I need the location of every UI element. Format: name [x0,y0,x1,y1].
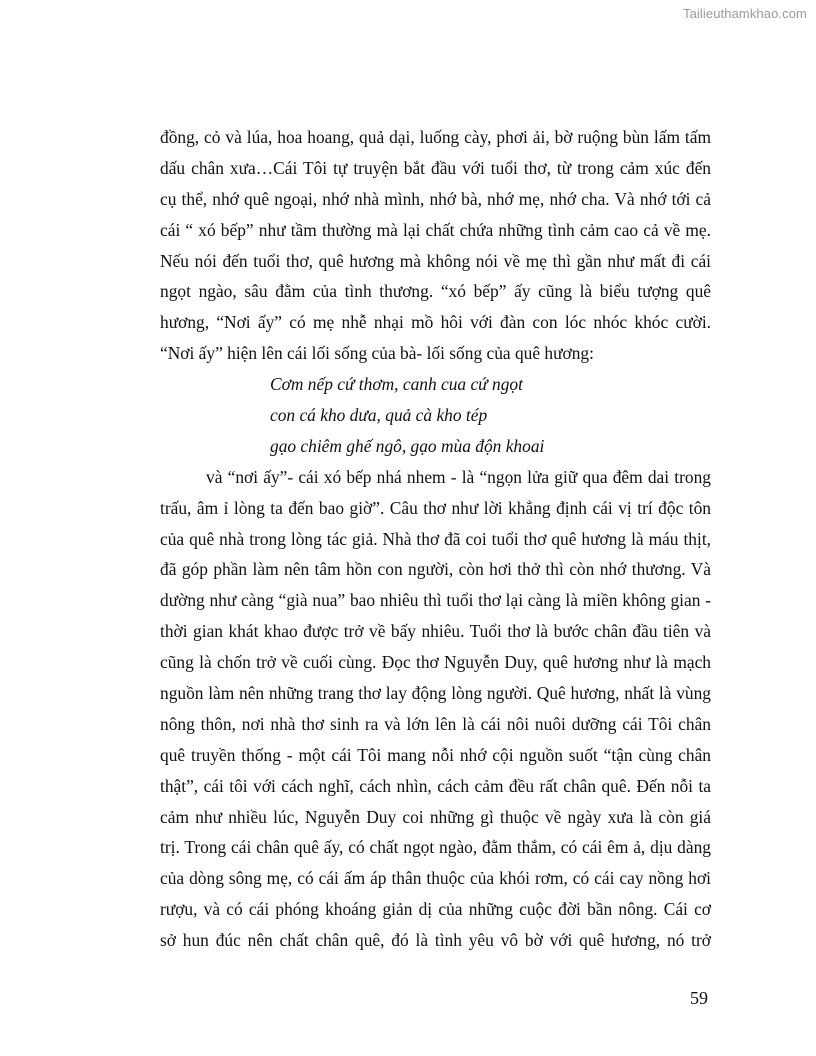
page-body [160,122,711,956]
page-number: 59 [690,988,708,1008]
text-line: dường như càng “già nua” bao nhiêu thì tuổi thơ lại càng là miền không gian - [160,590,711,611]
poem-line: con cá kho dưa, quả cà kho tép [270,405,488,426]
text-line: ngọt ngào, sâu đằm của tình thương. “xó bếp” ấy cũng là biểu tượng quê [160,281,711,302]
poem-quote [160,369,711,462]
text-line: cũng là chốn trở về cuối cùng. Đọc thơ Nguyễn Duy, quê hương như là mạch [160,652,711,673]
watermark: Tailieuthamkhao.com [682,6,807,21]
text-line: thời gian khát khao được trở về bấy nhiêu. Tuổi thơ là bước chân đầu tiên và [160,621,711,642]
text-line: cái “ xó bếp” như tầm thường mà lại chất chứa những tình cảm cao cả về mẹ. [160,219,711,240]
poem-line: Cơm nếp cứ thơm, canh cua cứ ngọt [270,374,523,395]
text-line: đã góp phần làm nên tâm hồn con người, còn hơi thở thì còn nhớ thương. Và [160,559,711,580]
text-line: quê truyền thống - một cái Tôi mang nỗi nhớ cội nguồn suốt “tận cùng chân [160,744,711,765]
text-line: nguồn làm nên những trang thơ lay động lòng người. Quê hương, nhất là vùng [160,683,711,704]
text-line: đồng, cỏ và lúa, hoa hoang, quả dại, luống cày, phơi ải, bờ ruộng bùn lấm tấm [160,127,711,147]
text-line: sở hun đúc nên chất chân quê, đó là tình yêu vô bờ với quê hương, nó trở [160,930,711,951]
text-line: của quê nhà trong lòng tác giả. Nhà thơ đã coi tuổi thơ quê hương là máu thịt, [160,528,711,549]
text-line: nông thôn, nơi nhà thơ sinh ra và lớn lên là cái nôi nuôi dưỡng cái Tôi chân [160,713,711,734]
text-line: rượu, và có cái phóng khoáng giản dị của những cuộc đời bần nông. Cái cơ [160,899,711,920]
text-line: trị. Trong cái chân quê ấy, có chất ngọt ngào, đằm thắm, có cái êm ả, dịu dàng [160,837,711,858]
text-line: dấu chân xưa…Cái Tôi tự truyện bắt đầu với tuổi thơ, từ trong cảm xúc đến [160,157,711,178]
text-line: của dòng sông mẹ, có cái ấm áp thân thuộc của khói rơm, có cái cay nồng hơi [160,868,711,889]
text-line: trấu, âm ỉ lòng ta đến bao giờ”. Câu thơ như lời khẳng định cái vị trí độc tôn [160,497,711,518]
text-line: “Nơi ấy” hiện lên cái lối sống của bà- lối sống của quê hương: [160,343,594,364]
paragraph [160,122,711,369]
text-line: Nếu nói đến tuổi thơ, quê hương mà không nói về mẹ thì gần như mất đi cái [160,250,711,271]
text-line: cảm như nhiều lúc, Nguyễn Duy coi những gì thuộc về ngày xưa là còn giá [160,806,711,827]
text-line: và “nơi ấy”- cái xó bếp nhá nhem - là “ngọn lửa giữ qua đêm dai trong [206,466,711,487]
text-line: cụ thể, nhớ quê ngoại, nhớ nhà mình, nhớ bà, nhớ mẹ, nhớ cha. Và nhớ tới cả [160,188,711,209]
text-line: hương, “Nơi ấy” có mẹ nhễ nhại mồ hôi với đàn con lóc nhóc khóc cười. [160,312,711,333]
paragraph [160,462,711,956]
poem-line: gạo chiêm ghế ngô, gạo mùa độn khoai [270,435,545,456]
text-line: thật”, cái tôi với cách nghĩ, cách nhìn, cách cảm đều rất chân quê. Đến nỗi ta [160,775,711,796]
